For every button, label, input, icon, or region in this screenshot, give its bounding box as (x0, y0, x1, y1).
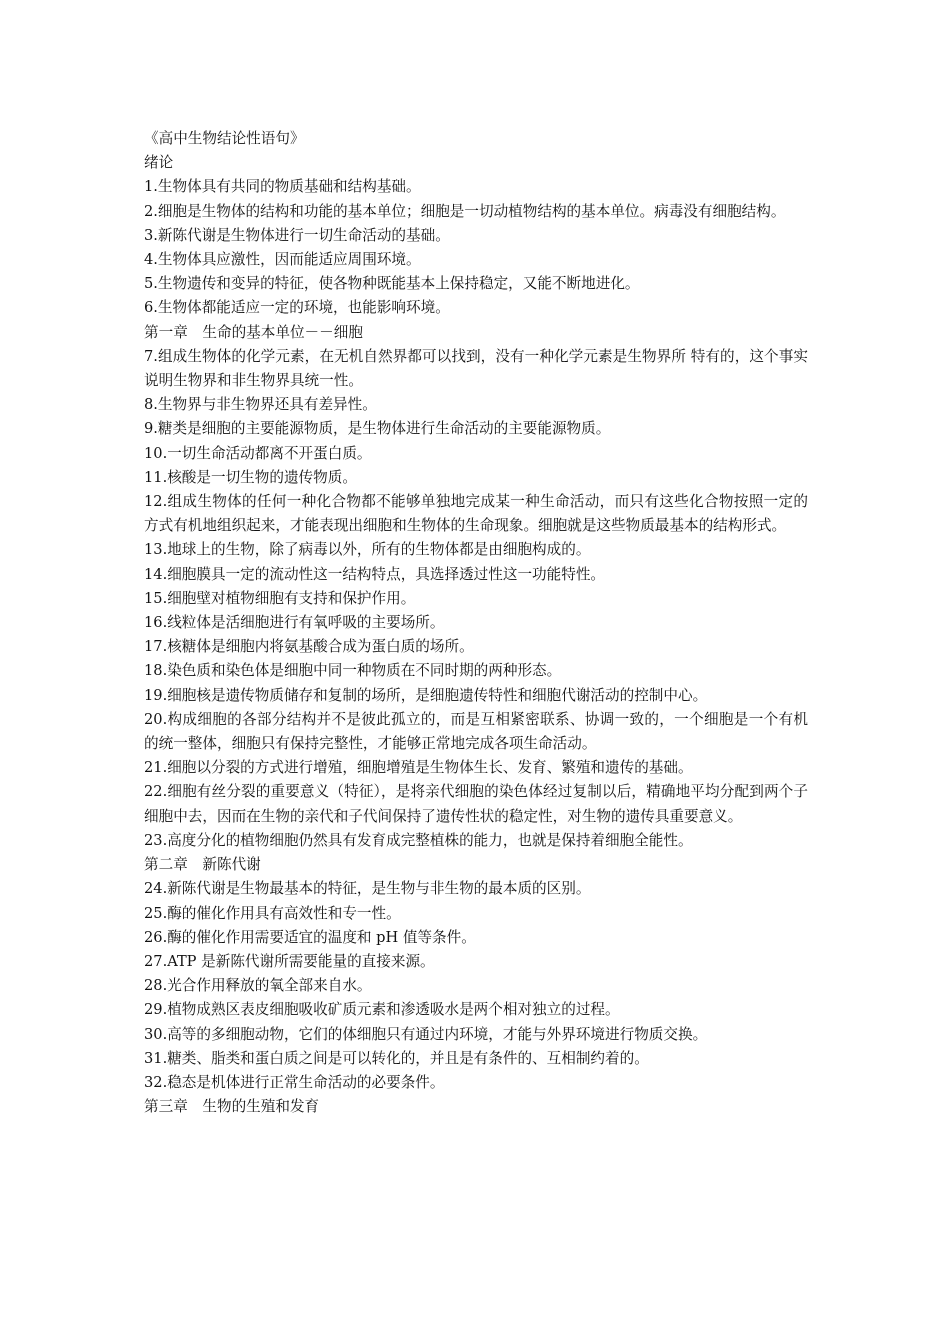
statement-item: 29.植物成熟区表皮细胞吸收矿质元素和渗透吸水是两个相对独立的过程。 (144, 1001, 620, 1019)
statement-item: 5.生物遗传和变异的特征，使各物种既能基本上保持稳定，又能不断地进化。 (144, 275, 640, 293)
statement-item: 11.核酸是一切生物的遗传物质。 (144, 468, 357, 486)
statement-item: 17.核糖体是细胞内将氨基酸合成为蛋白质的场所。 (144, 638, 474, 656)
section-chapter-1 (144, 321, 808, 853)
section-intro (144, 151, 808, 320)
statement-item: 9.糖类是细胞的主要能源物质，是生物体进行生命活动的主要能源物质。 (144, 420, 611, 438)
statement-item: 20.构成细胞的各部分结构并不是彼此孤立的，而是互相紧密联系、协调一致的，一个细胞是一个有机的统一整体，细胞只有保持完整性，才能够正常地完成各项生命活动。 (144, 710, 808, 753)
statement-item: 27.ATP 是新陈代谢所需要能量的直接来源。 (144, 952, 435, 970)
statement-item: 13.地球上的生物，除了病毒以外，所有的生物体都是由细胞构成的。 (144, 541, 591, 559)
statement-item: 12.组成生物体的任何一种化合物都不能够单独地完成某一种生命活动，而只有这些化合物按照一定的方式有机地组织起来，才能表现出细胞和生物体的生命现象。细胞就是这些物质最基本的结构形式。 (144, 493, 808, 535)
section-chapter-2 (144, 853, 808, 1095)
section-chapter-3 (144, 1095, 808, 1119)
statement-item: 10.一切生命活动都离不开蛋白质。 (144, 444, 372, 462)
statement-item: 28.光合作用释放的氧全部来自水。 (144, 977, 372, 995)
statement-item: 4.生物体具应激性，因而能适应周围环境。 (144, 251, 421, 269)
statement-item: 14.细胞膜具一定的流动性这一结构特点，具选择透过性这一功能特性。 (144, 565, 606, 583)
statement-item: 23.高度分化的植物细胞仍然具有发育成完整植株的能力，也就是保持着细胞全能性。 (144, 831, 693, 849)
statement-item: 6.生物体都能适应一定的环境，也能影响环境。 (144, 299, 450, 317)
statement-item: 1.生物体具有共同的物质基础和结构基础。 (144, 178, 421, 196)
document-page (144, 127, 808, 1119)
document-title: 《高中生物结论性语句》 (144, 130, 305, 147)
statement-item: 3.新陈代谢是生物体进行一切生命活动的基础。 (144, 226, 450, 244)
section-heading: 第三章 生物的生殖和发育 (144, 1098, 320, 1116)
section-heading: 第二章 新陈代谢 (144, 856, 261, 874)
statement-item: 7.组成生物体的化学元素，在无机自然界都可以找到，没有一种化学元素是生物界所 特有的，这个事实说明生物界和非生物界具统一性。 (144, 347, 808, 390)
statement-item: 15.细胞壁对植物细胞有支持和保护作用。 (144, 589, 416, 607)
statement-item: 16.线粒体是活细胞进行有氧呼吸的主要场所。 (144, 614, 445, 632)
statement-item: 8.生物界与非生物界还具有差异性。 (144, 396, 377, 414)
statement-item: 25.酶的催化作用具有高效性和专一性。 (144, 904, 401, 922)
statement-item: 26.酶的催化作用需要适宜的温度和 pH 值等条件。 (144, 928, 476, 946)
section-heading: 绪论 (144, 154, 174, 172)
statement-item: 22.细胞有丝分裂的重要意义（特征），是将亲代细胞的染色体经过复制以后，精确地平均分配到两个子细胞中去，因而在生物的亲代和子代间保持了遗传性状的稳定性，对生物的遗传具重要意义。 (144, 783, 808, 825)
section-heading: 第一章 生命的基本单位－－细胞 (144, 323, 363, 341)
statement-item: 24.新陈代谢是生物最基本的特征，是生物与非生物的最本质的区别。 (144, 880, 591, 898)
statement-item: 18.染色质和染色体是细胞中同一种物质在不同时期的两种形态。 (144, 662, 562, 680)
statement-item: 32.稳态是机体进行正常生命活动的必要条件。 (144, 1073, 445, 1091)
statement-item: 21.细胞以分裂的方式进行增殖，细胞增殖是生物体生长、发育、繁殖和遗传的基础。 (144, 759, 693, 777)
statement-item: 30.高等的多细胞动物，它们的体细胞只有通过内环境，才能与外界环境进行物质交换。 (144, 1025, 708, 1043)
statement-item: 2.细胞是生物体的结构和功能的基本单位；细胞是一切动植物结构的基本单位。病毒没有细胞结构。 (144, 202, 786, 220)
statement-item: 31.糖类、脂类和蛋白质之间是可以转化的，并且是有条件的、互相制约着的。 (144, 1049, 649, 1067)
statement-item: 19.细胞核是遗传物质储存和复制的场所，是细胞遗传特性和细胞代谢活动的控制中心。 (144, 686, 708, 704)
